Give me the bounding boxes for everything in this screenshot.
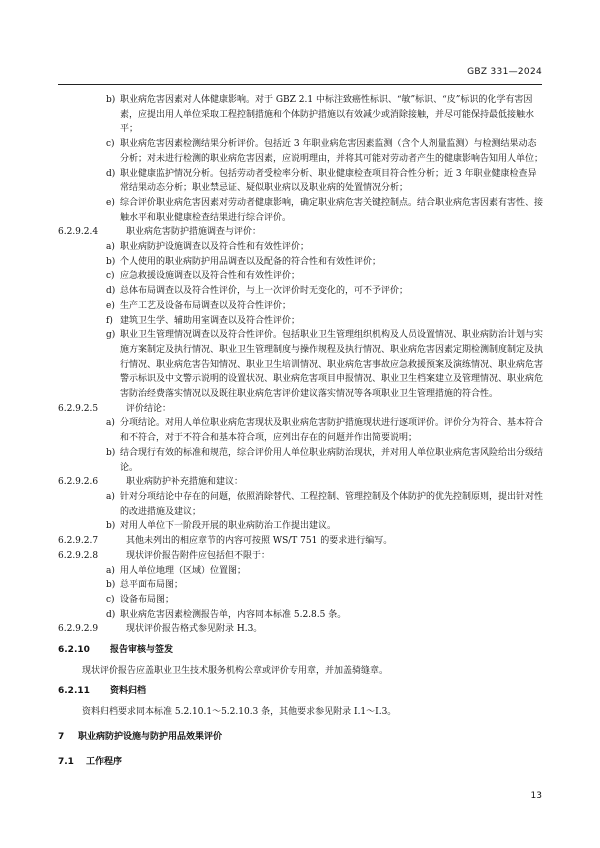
list-item: d) 职业健康监护情况分析。包括劳动者受检率分析、职业健康检查项目符合性分析；近 3 年职业健康检查异常结果动态分析；职业禁忌证、疑似职业病以及职业病的处置情况分析； — [106, 168, 537, 194]
clause-6-2-9-2-9: 6.2.9.2.9 现状评价报告格式参见附录 H.3。 — [58, 624, 263, 635]
list-item: b) 个人使用的职业病防护用品调查以及配备的符合性和有效性评价； — [106, 256, 382, 267]
list-item: c) 设备布局图； — [106, 594, 175, 605]
list-item: a) 职业病防护设施调查以及符合性和有效性评价； — [106, 242, 310, 253]
paragraph: 现状评价报告应盖职业卫生技术服务机构公章或评价专用章，并加盖骑缝章。 — [82, 665, 389, 676]
list-item: c) 职业病危害因素检测结果分析评价。包括近 3 年职业病危害因素监测（含个人剂量监测）与检测结果动态分析；对未进行检测的职业病危害因素，应说明理由，并将其可能对劳动者产生的健康影响告知用人单位； — [106, 139, 544, 164]
header-rule — [58, 84, 542, 85]
list-item: c) 应急救援设施调查以及符合性和有效性评价； — [106, 271, 301, 282]
list-item: a) 针对分项结论中存在的问题，依照消除替代、工程控制、管理控制及个体防护的优先控制原则，提出针对性的改进措施及建议； — [106, 491, 544, 517]
list-item: a) 分项结论。对用人单位职业病危害现状及职业病危害防护措施现状进行逐项评价。评价分为符合、基本符合和不符合，对于不符合和基本符合项，应列出存在的问题并作出简要说明； — [106, 418, 544, 444]
list-item: g) 职业卫生管理情况调查以及符合性评价。包括职业卫生管理组织机构及人员设置情况、职业病防治计划与实施方案制定及执行情况、职业卫生管理制度与操作规程及执行情况、职业病危害因素定期检测制度制定及执行情况、职业病危害告知情况、职业卫生培训情况、职业病危害事故应急救援预案及演练情况、职业病危害警示标识及中文警示说明的设置状况、职业病危害项目申报情况、职业卫生档案建立及管理情况、职业病危害防治经费落实情况以及既往职业病危害评价建议落实情况等各项职业卫生管理措施的符合性。 — [106, 330, 544, 400]
clause-6-2-9-2-5: 6.2.9.2.5 评价结论： — [58, 403, 172, 414]
clause-6-2-9-2-7: 6.2.9.2.7 其他未列出的相应章节的内容可按照 WS/T 751 的要求进行编写。 — [58, 536, 393, 547]
list-item: f) 建筑卫生学、辅助用室调查以及符合性评价； — [106, 315, 301, 326]
list-item: b) 职业病危害因素对人体健康影响。对于 GBZ 2.1 中标注致癌性标识、“敏”标识、“皮”标识的化学有害因素，应提出用人单位采取工程控制措施和个体防护措施以有效减少或消除接触，并尽可能保持最低接触水平； — [106, 95, 535, 135]
list-item: b) 对用人单位下一阶段开展的职业病防治工作提出建议。 — [106, 521, 337, 532]
list-item: b) 总平面布局图； — [106, 580, 184, 591]
page-number: 13 — [530, 791, 542, 801]
clause-6-2-9-2-4: 6.2.9.2.4 职业病危害防护措施调查与评价： — [58, 227, 262, 238]
clause-6-2-9-2-6: 6.2.9.2.6 职业病防护补充措施和建议： — [58, 477, 244, 488]
list-item: e) 综合评价职业病危害因素对劳动者健康影响，确定职业病危害关键控制点。结合职业病危害因素有害性、接触水平和职业健康检查结果进行综合评价。 — [106, 197, 544, 223]
list-item: e) 生产工艺及设备布局调查以及符合性评价； — [106, 300, 292, 311]
list-item: d) 总体布局调查以及符合性评价，与上一次评价时无变化的，可不予评价； — [106, 286, 409, 297]
section-heading-7-1: 7.1 工作程序 — [58, 756, 123, 767]
list-item: b) 结合现行有效的标准和规范，综合评价用人单位职业病防治现状，并对用人单位职业病危害风险给出分级结论。 — [106, 447, 544, 473]
page-content — [58, 93, 544, 769]
list-item: d) 职业病危害因素检测报告单，内容同本标准 5.2.8.5 条。 — [106, 609, 347, 620]
standard-code: GBZ 331—2024 — [467, 67, 542, 77]
section-heading-6-2-11: 6.2.11 资料归档 — [58, 686, 147, 697]
list-item: a) 用人单位地理（区域）位置图； — [106, 565, 247, 576]
section-heading-7: 7 职业病防护设施与防护用品效果评价 — [58, 731, 223, 742]
section-heading-6-2-10: 6.2.10 报告审核与签发 — [58, 645, 174, 656]
paragraph: 资料归档要求同本标准 5.2.10.1～5.2.10.3 条，其他要求参见附录 I.1～I.3。 — [82, 707, 397, 718]
clause-6-2-9-2-8: 6.2.9.2.8 现状评价报告附件应包括但不限于： — [58, 550, 271, 561]
